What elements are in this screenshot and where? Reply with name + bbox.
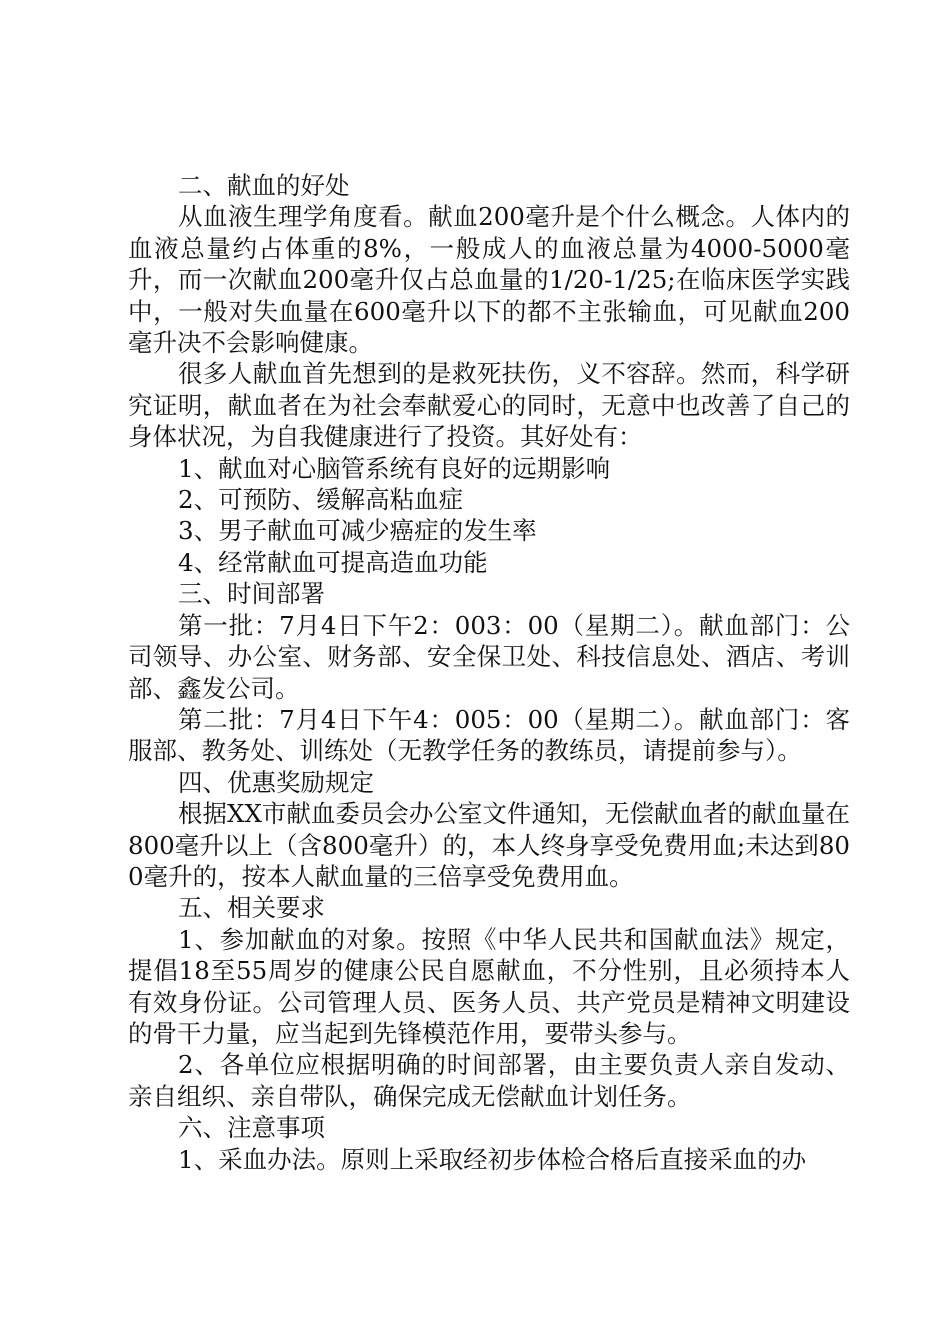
document-body <box>128 170 850 1175</box>
benefit-item-3: 3、男子献血可减少癌症的发生率 <box>178 516 537 546</box>
section-heading-notes: 六、注意事项 <box>178 1113 325 1143</box>
paragraph-batch-2: 第二批：7月4日下午4：005：00（星期二）。献血部门：客服部、教务处、训练处（无教学任务的教练员，请提前参与）。 <box>128 704 850 766</box>
section-heading-requirements: 五、相关要求 <box>178 893 325 923</box>
paragraph-batch-1: 第一批：7月4日下午2：003：00（星期二）。献血部门：公司领导、办公室、财务部、安全保卫处、科技信息处、酒店、考训部、鑫发公司。 <box>128 610 850 703</box>
paragraph-rewards: 根据XX市献血委员会办公室文件通知，无偿献血者的献血量在800毫升以上（含800毫升）的，本人终身享受免费用血;未达到800毫升的，按本人献血量的三倍享受免费用血。 <box>128 799 850 891</box>
paragraph-blood-physiology: 从血液生理学角度看。献血200毫升是个什么概念。人体内的血液总量约占体重的8%，一般成人的血液总量为4000-5000毫升，而一次献血200毫升仅占总血量的1/20-1/25;在临床医学实践中，一般对失血量在600毫升以下的都不主张输血，可见献血200毫升决不会影响健康。 <box>128 202 850 358</box>
benefit-item-1: 1、献血对心脑管系统有良好的远期影响 <box>178 453 611 483</box>
paragraph-note-1: 1、采血办法。原则上采取经初步体检合格后直接采血的办 <box>178 1144 807 1174</box>
paragraph-health-investment: 很多人献血首先想到的是救死扶伤，义不容辞。然而，科学研究证明，献血者在为社会奉献爱心的同时，无意中也改善了自己的身体状况，为自我健康进行了投资。其好处有： <box>128 359 850 452</box>
benefit-item-4: 4、经常献血可提高造血功能 <box>178 547 488 577</box>
section-heading-schedule: 三、时间部署 <box>178 579 325 609</box>
paragraph-requirement-1: 1、参加献血的对象。按照《中华人民共和国献血法》规定，提倡18至55周岁的健康公民自愿献血，不分性别，且必须持本人有效身份证。公司管理人员、医务人员、共产党员是精神文明建设的骨干力量，应当起到先锋模范作用，要带头参与。 <box>128 924 850 1048</box>
paragraph-requirement-2: 2、各单位应根据明确的时间部署，由主要负责人亲自发动、亲自组织、亲自带队，确保完成无偿献血计划任务。 <box>128 1050 850 1111</box>
section-heading-rewards: 四、优惠奖励规定 <box>178 767 374 797</box>
benefit-item-2: 2、可预防、缓解高粘血症 <box>178 485 464 515</box>
section-heading-benefits: 二、献血的好处 <box>178 171 350 200</box>
